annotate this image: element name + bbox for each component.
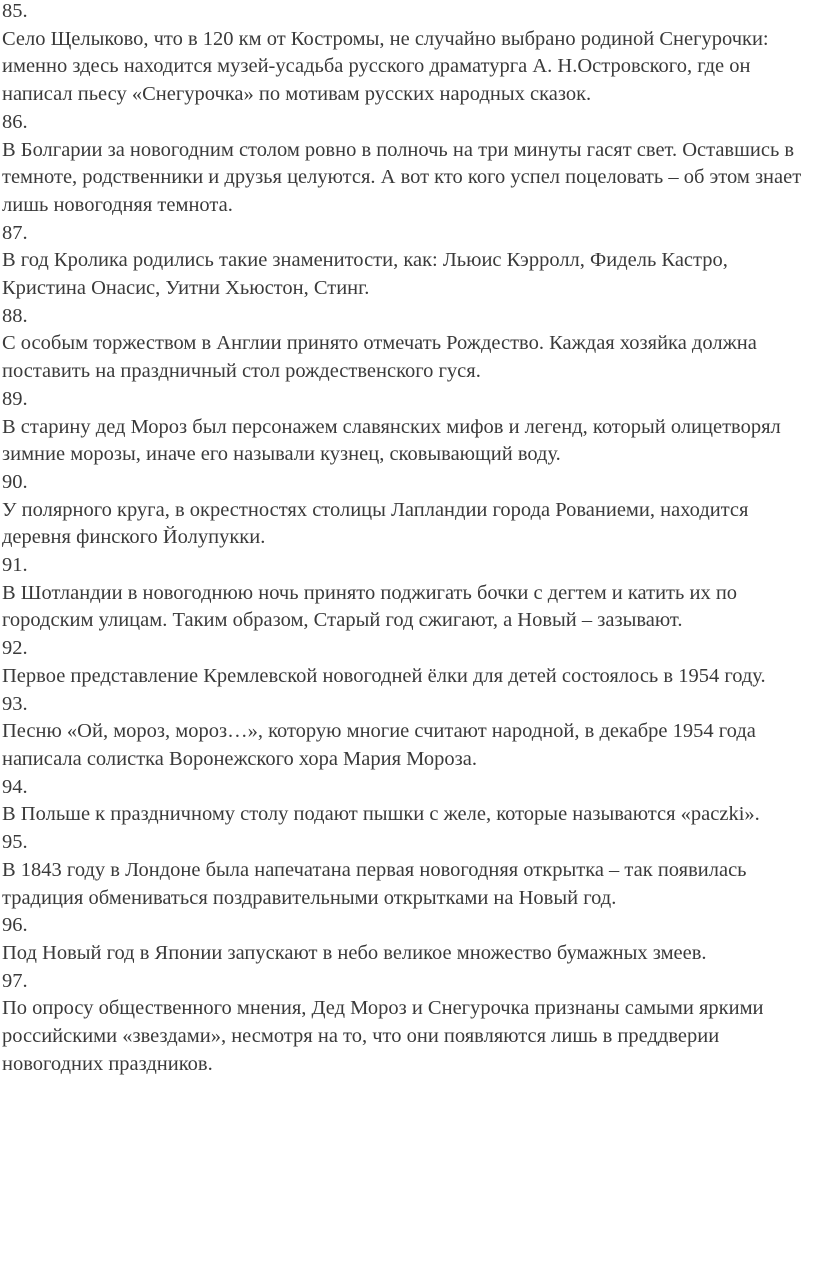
fact-number: 89. [2, 387, 28, 410]
fact-number: 85. [2, 0, 28, 22]
fact-number: 97. [2, 969, 28, 992]
fact-text: С особым торжеством в Англии принято отмечать Рождество. Каждая хозяйка должна поставить на праздничный стол рождественского гуся. [2, 332, 757, 383]
fact-number: 93. [2, 692, 28, 715]
fact-number: 94. [2, 775, 28, 798]
fact-number: 86. [2, 110, 28, 133]
fact-number: 96. [2, 914, 28, 937]
fact-item [2, 829, 812, 912]
fact-text: По опросу общественного мнения, Дед Мороз и Снегурочка признаны самыми яркими российскими «звездами», несмотря на то, что они появляются лишь в преддверии новогодних праздников. [2, 997, 764, 1075]
fact-item [2, 635, 812, 690]
fact-number: 91. [2, 554, 28, 577]
fact-text: Село Щелыково, что в 120 км от Костромы, не случайно выбрано родиной Снегурочки: именно здесь находится музей-усадьба русского драматурга А. Н.Островского, где он написал пьесу «Снегурочка» по мотивам русских народных сказок. [2, 27, 769, 106]
document-page [2, 0, 812, 1078]
fact-item [2, 220, 812, 303]
fact-item [2, 109, 812, 220]
fact-text: В старину дед Мороз был персонажем славянских мифов и легенд, который олицетворял зимние морозы, иначе его называли кузнец, сковывающий воду. [2, 415, 781, 466]
fact-item [2, 552, 812, 635]
fact-text: У полярного круга, в окрестностях столицы Лапландии города Рованиеми, находится деревня финского Йолупукки. [2, 498, 749, 549]
fact-number: 87. [2, 221, 28, 244]
fact-number: 95. [2, 831, 28, 854]
fact-text: Первое представление Кремлевской новогодней ёлки для детей состоялось в 1954 году. [2, 664, 766, 687]
fact-text: Песню «Ой, мороз, мороз…», которую многие считают народной, в декабре 1954 года написала солистка Воронежского хора Мария Мороза. [2, 720, 756, 770]
fact-item [2, 386, 812, 469]
fact-item [2, 774, 812, 829]
fact-text: В 1843 году в Лондоне была напечатана первая новогодняя открытка – так появилась традиция обмениваться поздравительными открытками на Новый год. [2, 858, 747, 909]
fact-item [2, 691, 812, 774]
fact-text: В год Кролика родились такие знаменитости, как: Льюис Кэрролл, Фидель Кастро, Кристина Онасис, Уитни Хьюстон, Стинг. [2, 249, 728, 300]
fact-text: В Польше к праздничному столу подают пышки с желе, которые называются «paczki». [2, 803, 760, 826]
fact-number: 90. [2, 470, 28, 493]
fact-item [2, 912, 812, 967]
fact-item [2, 968, 812, 1079]
fact-text: В Шотландии в новогоднюю ночь принято поджигать бочки с дегтем и катить их по городским улицам. Таким образом, Старый год сжигают, а Новый – зазывают. [2, 581, 738, 632]
fact-number: 92. [2, 637, 28, 660]
fact-text: В Болгарии за новогодним столом ровно в полночь на три минуты гасят свет. Оставшись в темноте, родственники и друзья целуются. А вот кто кого успел поцеловать – об этом знает лишь новогодняя темнота. [2, 138, 802, 216]
fact-item [2, 0, 812, 109]
fact-number: 88. [2, 304, 28, 327]
fact-item [2, 303, 812, 386]
fact-text: Под Новый год в Японии запускают в небо великое множество бумажных змеев. [2, 941, 707, 964]
fact-item [2, 469, 812, 552]
